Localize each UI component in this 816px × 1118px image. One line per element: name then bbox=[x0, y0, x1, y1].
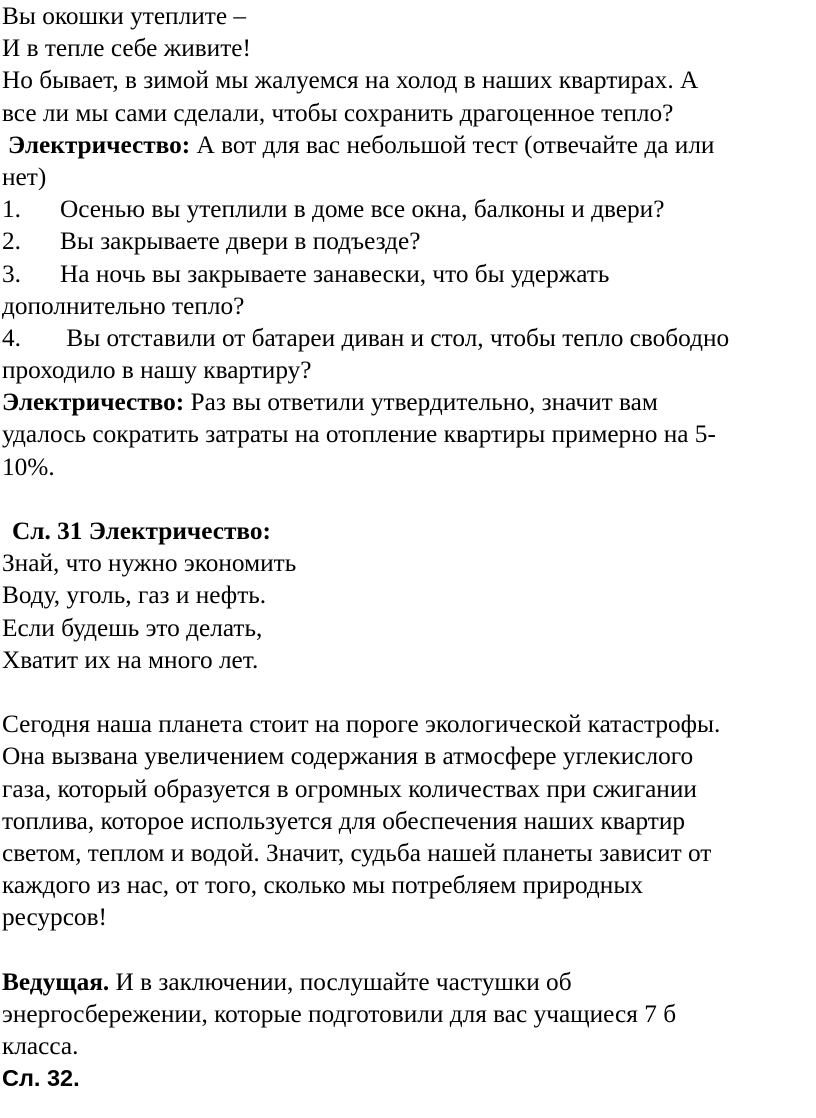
question-3-continued: дополнительно тепло? bbox=[2, 291, 245, 320]
question-text: На ночь вы закрываете занавески, что бы удержать bbox=[60, 259, 610, 288]
ecology-line-6: каждого из нас, от того, сколько мы потребляем природных bbox=[2, 871, 643, 900]
paragraph-gap bbox=[2, 676, 816, 708]
question-number: 4. bbox=[2, 323, 21, 352]
answer-line-2: удалось сократить затраты на отопление квартиры примерно на 5- bbox=[2, 420, 716, 449]
question-1 bbox=[2, 193, 816, 225]
test-intro-line-2: нет) bbox=[2, 162, 47, 191]
ecology-line-4: топлива, которое используется для обеспечения наших квартир bbox=[2, 806, 686, 835]
host-text: И в заключении, послушайте частушки об bbox=[109, 967, 572, 996]
poem-line-1: Знай, что нужно экономить bbox=[2, 549, 297, 578]
speaker-label: Электричество: bbox=[2, 388, 185, 417]
question-text: Вы отставили от батареи диван и стол, чтобы тепло свободно bbox=[60, 323, 730, 352]
slide-31-label: Сл. 31 Электричество: bbox=[12, 517, 271, 545]
host-line-2: энергосбережении, которые подготовили для вас учащиеся 7 б bbox=[2, 999, 677, 1028]
poem-line-2: Воду, уголь, газ и нефть. bbox=[2, 581, 267, 610]
paragraph-cold-line-1: Но бывает, в зимой мы жалуемся на холод в наших квартирах. А bbox=[2, 66, 699, 95]
paragraph-cold-line-2: все ли мы сами сделали, чтобы сохранить драгоценное тепло? bbox=[2, 98, 674, 127]
slide-32-label: Сл. 32. bbox=[2, 1065, 80, 1092]
host-label: Ведущая. bbox=[2, 967, 110, 996]
question-text: Вы закрываете двери в подъезде? bbox=[60, 227, 421, 256]
paragraph-gap bbox=[2, 933, 816, 965]
question-number: 3. bbox=[2, 259, 21, 288]
ecology-line-1: Сегодня наша планета стоит на пороге экологической катастрофы. bbox=[2, 710, 721, 739]
ecology-line-3: газа, который образуется в огромных количествах при сжигании bbox=[2, 774, 697, 803]
question-3 bbox=[2, 258, 816, 290]
poem-intro-line-1: Вы окошки утеплите – bbox=[2, 2, 247, 30]
test-intro-line-1 bbox=[2, 129, 816, 161]
speaker-label: Электричество: bbox=[8, 130, 191, 159]
answer-text: Раз вы ответили утвердительно, значит вам bbox=[184, 388, 658, 417]
paragraph-gap bbox=[2, 483, 816, 515]
ecology-line-5: светом, теплом и водой. Значит, судьба нашей планеты зависит от bbox=[2, 838, 712, 867]
slide-31-heading bbox=[2, 515, 816, 547]
question-4 bbox=[2, 322, 816, 354]
poem-intro-line-2: И в тепле себе живите! bbox=[2, 34, 251, 63]
question-4-continued: проходило в нашу квартиру? bbox=[2, 356, 312, 385]
question-number: 1. bbox=[2, 195, 21, 224]
host-line-1 bbox=[2, 966, 816, 998]
answer-line-1 bbox=[2, 386, 816, 418]
answer-line-3: 10%. bbox=[2, 452, 55, 481]
ecology-line-2: Она вызвана увеличением содержания в атмосфере углекислого bbox=[2, 742, 694, 771]
test-intro-text: А вот для вас небольшой тест (отвечайте да или bbox=[190, 130, 715, 159]
poem-line-4: Хватит их на много лет. bbox=[2, 645, 259, 674]
question-2 bbox=[2, 225, 816, 257]
question-number: 2. bbox=[2, 227, 21, 256]
question-text: Осенью вы утеплили в доме все окна, балконы и двери? bbox=[60, 195, 665, 224]
poem-line-3: Если будешь это делать, bbox=[2, 613, 263, 642]
host-line-3: класса. bbox=[2, 1032, 79, 1060]
ecology-line-7: ресурсов! bbox=[2, 903, 107, 932]
